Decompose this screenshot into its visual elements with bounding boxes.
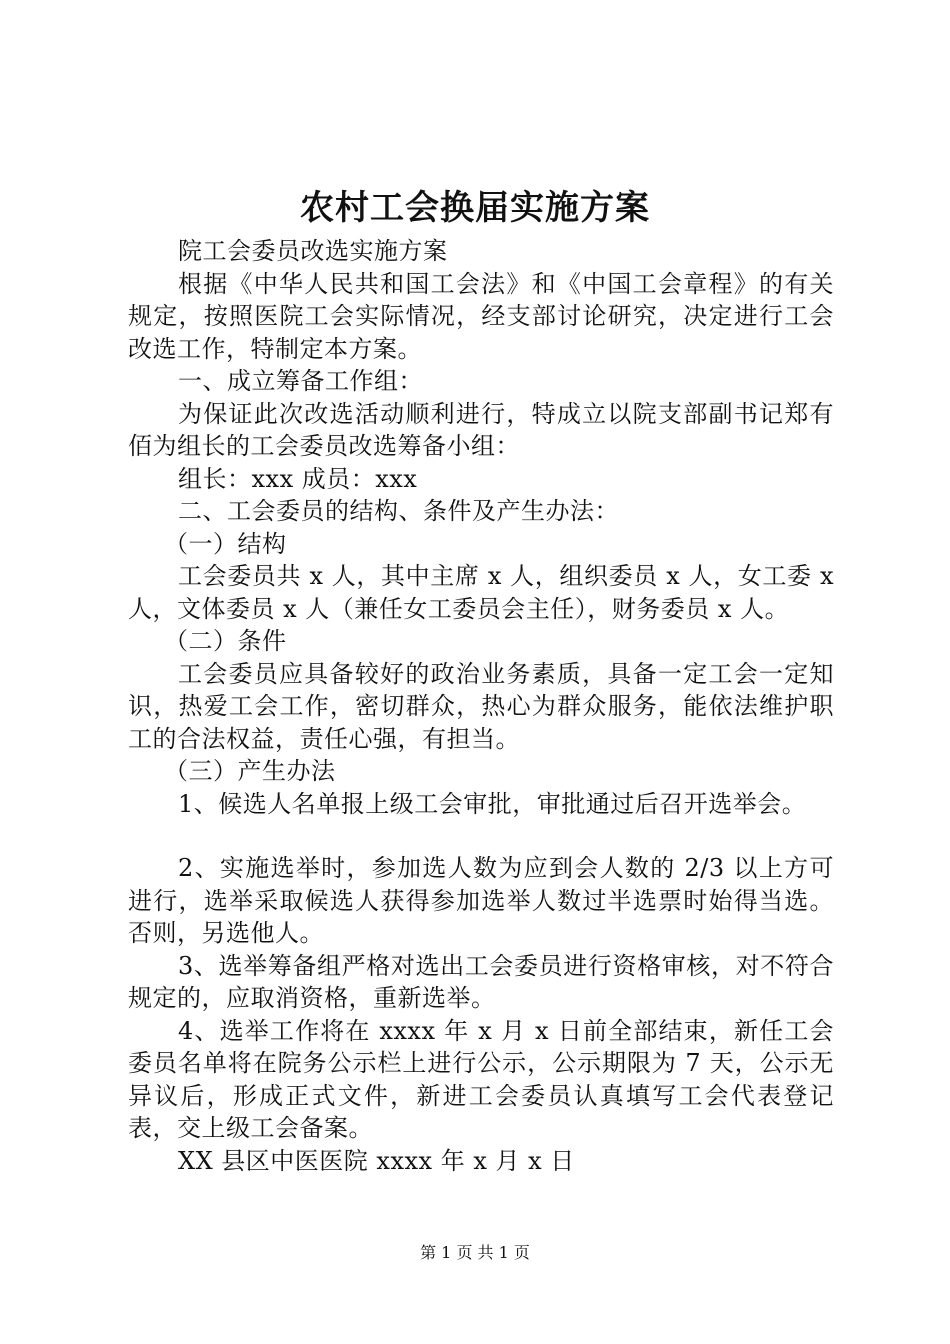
paragraph-subtitle: 院工会委员改选实施方案 (178, 237, 448, 265)
paragraph-method-2: 2、实施选举时，参加选人数为应到会人数的 2/3 以上方可进行，选举采取候选人获得参加选举人数过半选票时始得当选。否则，另选他人。 (128, 854, 834, 947)
heading-method: （三）产生办法 (164, 757, 336, 785)
paragraph-method-4: 4、选举工作将在 xxxx 年 x 月 x 日前全部结束，新任工会委员名单将在院务公示栏上进行公示，公示期限为 7 天，公示无异议后，形成正式文件，新进工会委员认真填写工会代表登记表，交上级工会备案。 (128, 1016, 834, 1142)
paragraph-section-1: 为保证此次改选活动顺利进行，特成立以院支部副书记郑有佰为组长的工会委员改选筹备小组： (128, 399, 834, 460)
paragraph-signature: XX 县区中医医院 xxxx 年 x 月 x 日 (178, 1146, 575, 1175)
paragraph-intro: 根据《中华人民共和国工会法》和《中国工会章程》的有关规定，按照医院工会实际情况，经支部讨论研究，决定进行工会改选工作，特制定本方案。 (128, 269, 834, 363)
heading-section-2: 二、工会委员的结构、条件及产生办法： (178, 497, 619, 525)
paragraph-conditions: 工会委员应具备较好的政治业务素质，具备一定工会一定知识，热爱工会工作，密切群众，热心为群众服务，能依法维护职工的合法权益，责任心强，有担当。 (128, 659, 834, 753)
paragraph-method-1: 1、候选人名单报上级工会审批，审批通过后召开选举会。 (178, 789, 807, 818)
heading-section-1: 一、成立筹备工作组： (178, 367, 423, 395)
document-title: 农村工会换届实施方案 (300, 188, 650, 228)
heading-conditions: （二）条件 (164, 627, 287, 655)
heading-structure: （一）结构 (164, 529, 287, 558)
document-body (128, 235, 834, 1177)
page-footer: 第 1 页 共 1 页 (420, 1243, 530, 1262)
paragraph-structure: 工会委员共 x 人，其中主席 x 人，组织委员 x 人，女工委 x 人，文体委员 x 人（兼任女工委员会主任），财务委员 x 人。 (128, 562, 834, 623)
paragraph-members: 组长：xxx 成员：xxx (178, 464, 418, 493)
paragraph-method-3: 3、选举筹备组严格对选出工会委员进行资格审核，对不符合规定的，应取消资格，重新选举。 (128, 951, 834, 1012)
